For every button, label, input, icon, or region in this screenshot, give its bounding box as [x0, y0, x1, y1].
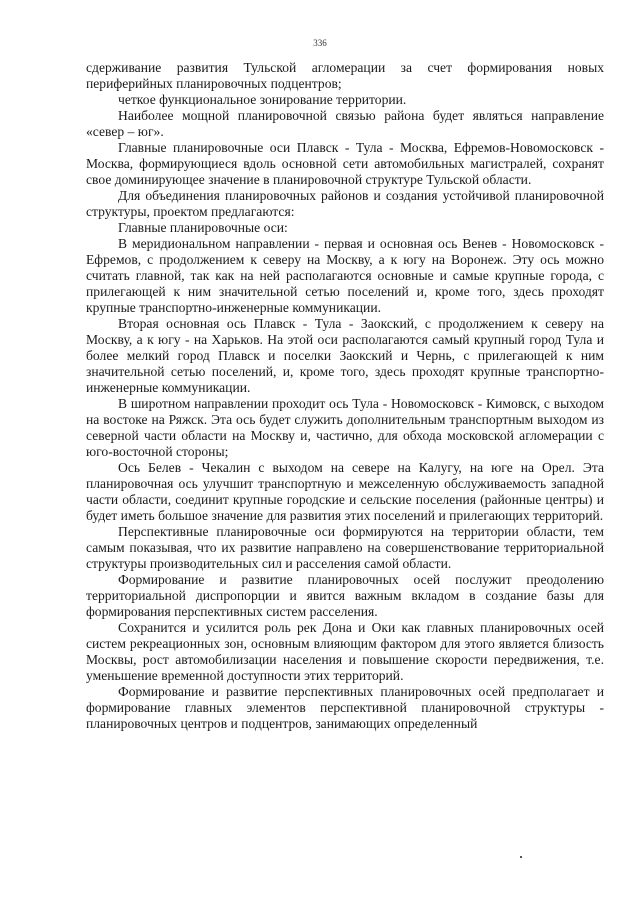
paragraph: В широтном направлении проходит ось Тула - Новомосковск - Кимовск, с выходом на востоке на Ряжск. Эта ось будет служить дополнительным транспортным выходом из северной части области на Москву и, частично, для обхода московской агломерации с юго-восточной стороны;: [86, 396, 604, 459]
paragraph: Перспективные планировочные оси формируются на территории области, тем самым показывая, что их развитие направлено на совершенствование территориальной структуры производительных сил и расселения самой области.: [86, 524, 604, 571]
paragraph: В меридиональном направлении - первая и основная ось Венев - Новомосковск - Ефремов, с продолжением к северу на Москву, а к югу на Воронеж. Эту ось можно считать главной, так как на ней располагаются основные и самые крупные города, с прилегающей к ним значительной сетью поселений и, кроме того, здесь проходят крупные транспортно-инженерные коммуникации.: [86, 236, 604, 315]
scan-speck: [520, 856, 522, 858]
paragraph: Ось Белев - Чекалин с выходом на севере на Калугу, на юге на Орел. Эта планировочная ось улучшит транспортную и межселенную обслуживаемость западной части области, соединит крупные городские и сельские поселения (районные центры) и будет иметь большое значение для развития этих поселений и прилегающих территорий.: [86, 460, 604, 523]
document-body: [86, 60, 604, 732]
page-number: 336: [313, 38, 327, 48]
paragraph: Главные планировочные оси:: [118, 220, 288, 235]
paragraph: Формирование и развитие перспективных планировочных осей предполагает и формирование главных элементов перспективной планировочной структуры - планировочных центров и подцентров, занимающих определенный: [86, 684, 604, 731]
paragraph: Наиболее мощной планировочной связью района будет являться направление «север – юг».: [86, 108, 604, 139]
paragraph: Главные планировочные оси Плавск - Тула - Москва, Ефремов-Новомосковск - Москва, формирующиеся вдоль основной сети автомобильных магистралей, сохранят свое доминирующее значение в планировочной структуре Тульской области.: [86, 140, 604, 187]
paragraph: Формирование и развитие планировочных осей послужит преодолению территориальной диспропорции и явится важным вкладом в создание базы для формирования перспективных систем расселения.: [86, 572, 604, 619]
paragraph: Для объединения планировочных районов и создания устойчивой планировочной структуры, проектом предлагаются:: [86, 188, 604, 219]
paragraph: Сохранится и усилится роль рек Дона и Оки как главных планировочных осей систем рекреационных зон, основным влияющим фактором для этого является близость Москвы, рост автомобилизации населения и повышение скорости передвижения, т.е. уменьшение временной доступности этих территорий.: [86, 620, 604, 683]
paragraph: сдерживание развития Тульской агломерации за счет формирования новых периферийных планировочных подцентров;: [86, 60, 604, 91]
paragraph: четкое функциональное зонирование территории.: [118, 92, 407, 107]
paragraph: Вторая основная ось Плавск - Тула - Заокский, с продолжением к северу на Москву, а к югу - на Харьков. На этой оси располагаются самый крупный город Тула и более мелкий город Плавск и поселки Заокский и Чернь, с прилегающей к ним значительной сетью поселений, и, кроме того, здесь проходят крупные транспортно-инженерные коммуникации.: [86, 316, 604, 395]
